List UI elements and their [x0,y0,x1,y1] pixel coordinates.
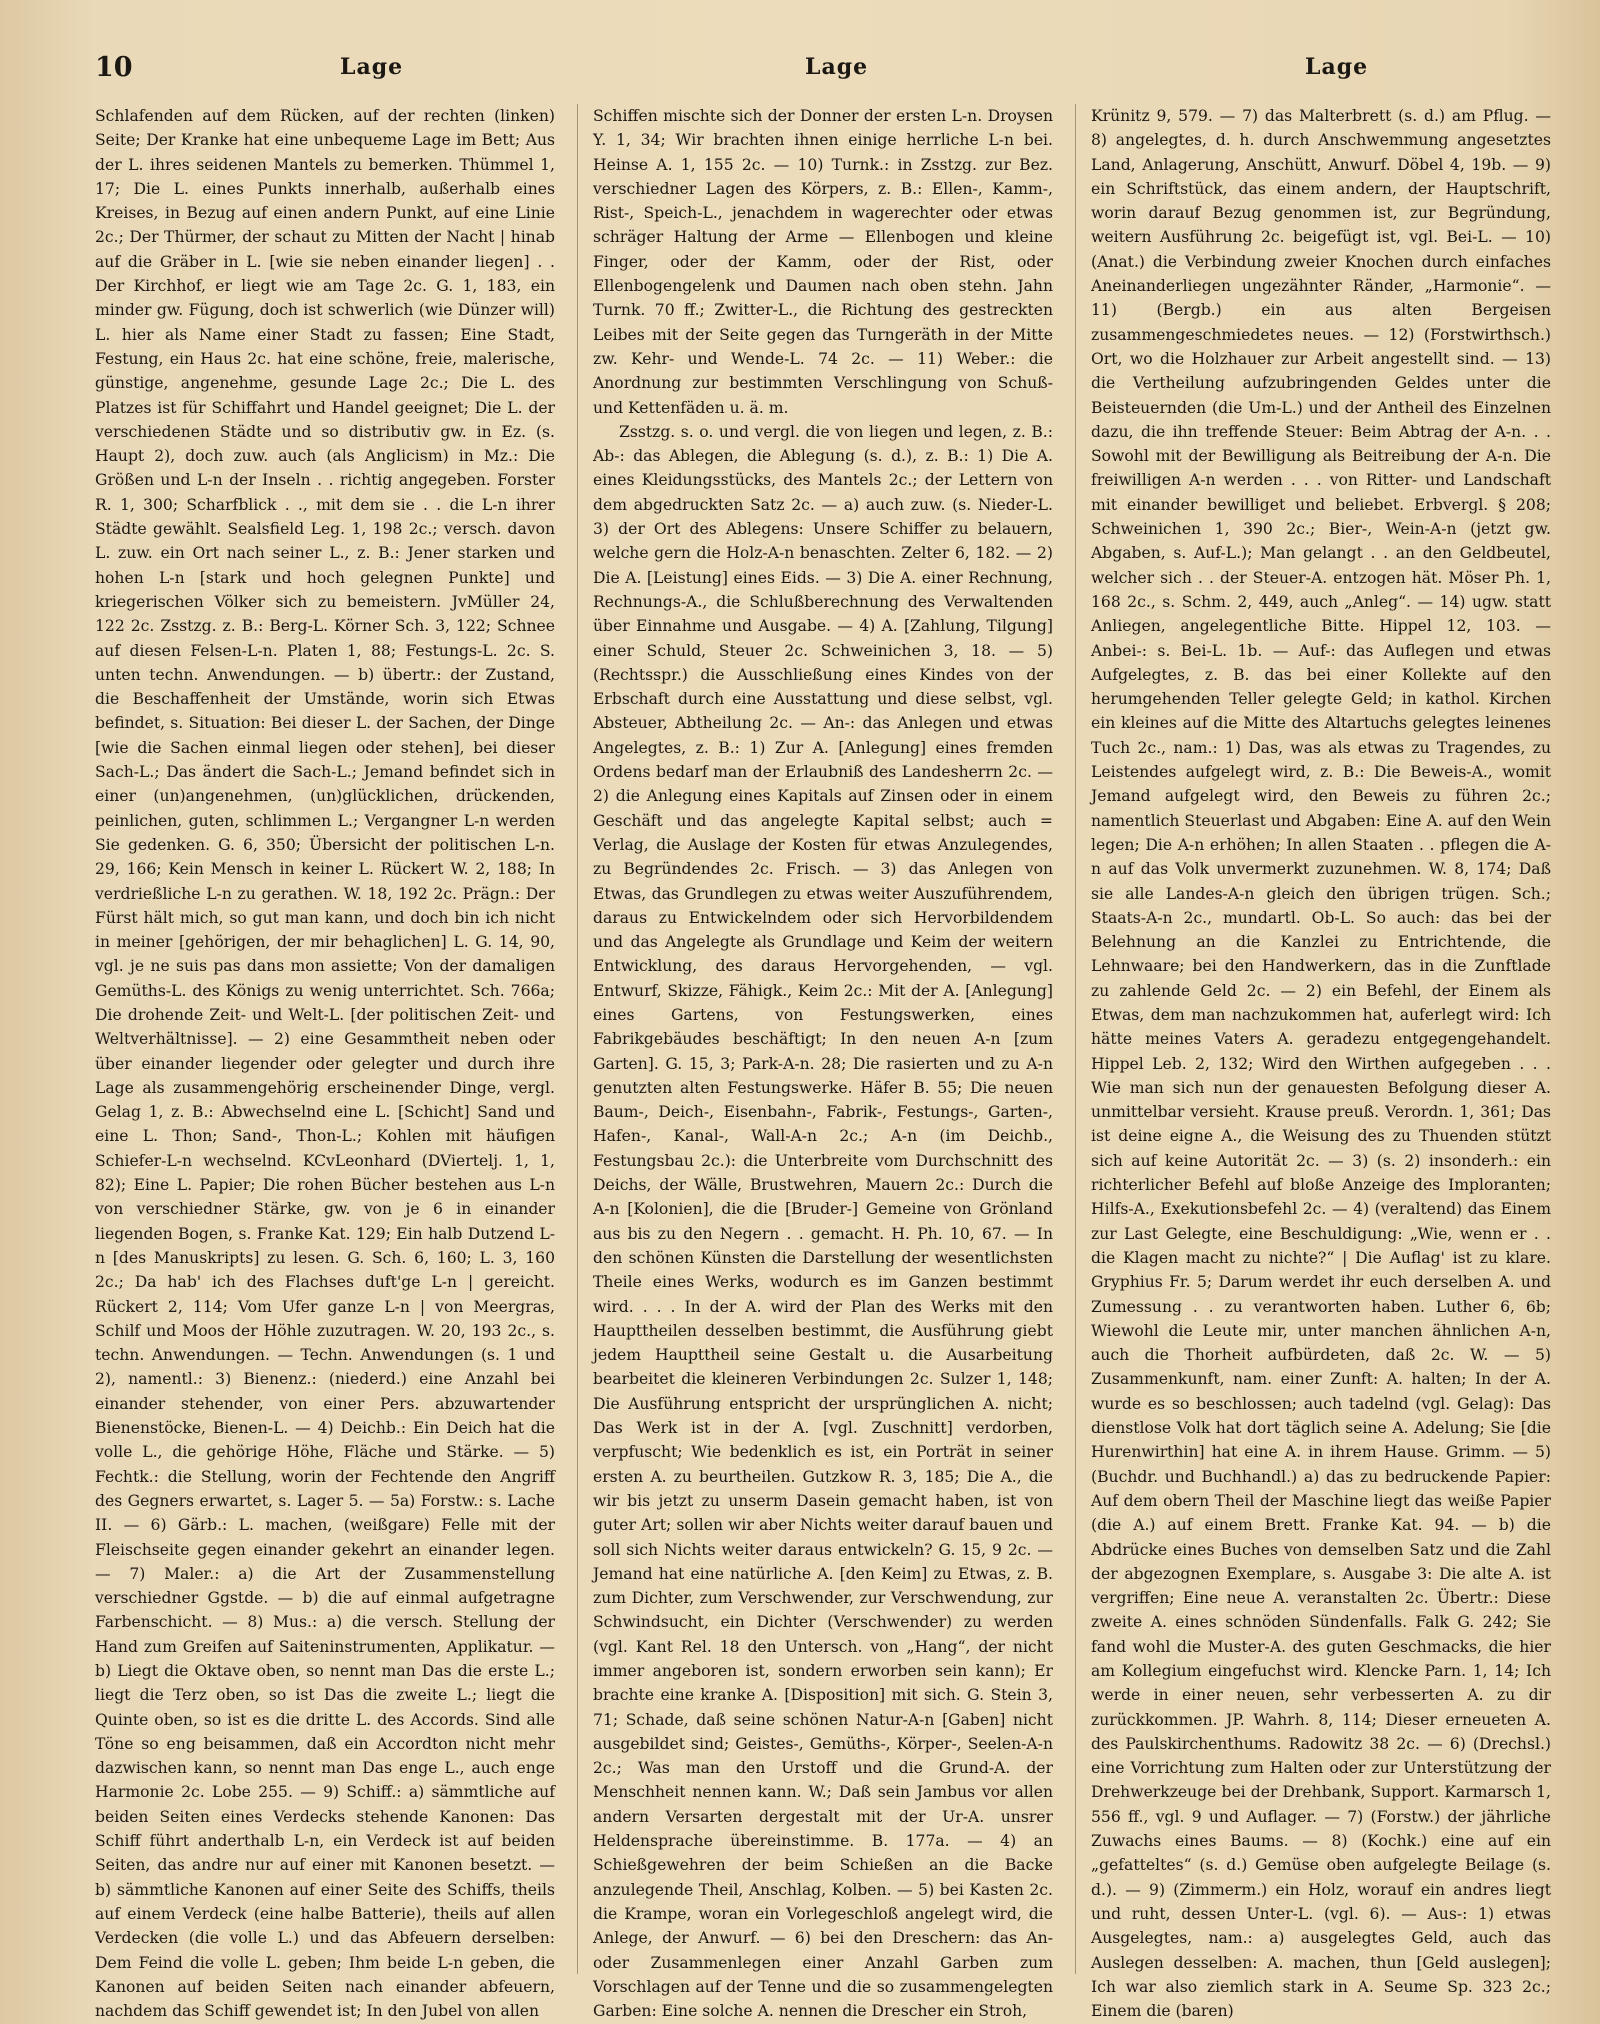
text-column-middle [593,104,1053,2021]
text-column-right [1091,104,1551,2021]
entry-paragraph: Schiffen mischte sich der Donner der ersten L-n. Droysen Y. 1, 34; Wir brachten ihnen einige herrliche L-n bei. Heinse A. 1, 155 2c. — 10) Turnk.: in Zsstzg. zur Bez. verschiedner Lagen des Körpers, z. B.: Ellen-, Kamm-, Rist-, Speich-L., jenachdem in wagerechter oder etwas schräger Haltung der Arme — Ellenbogen und kleine Finger, oder der Kamm, oder der Rist, oder Ellenbogengelenk und Daumen nach oben stehn. Jahn Turnk. 70 ff.; Zwitter-L., die Richtung des gestreckten Leibes mit der Seite gegen das Turngeräth in der Mitte zw. Kehr- und Wende-L. 74 2c. — 11) Weber.: die Anordnung zur bestimmten Verschlingung von Schuß- und Kettenfäden u. ä. m. [593,107,1053,417]
running-headword-center: Lage [805,54,869,80]
entry-paragraph: Krünitz 9, 579. — 7) das Malterbrett (s. d.) am Pflug. — 8) angelegtes, d. h. durch Anschwemmung angesetztes Land, Anlagerung, Anschütt, Anwurf. Döbel 4, 19b. — 9) ein Schriftstück, das einem andern, der Hauptschrift, worin darauf Bezug genommen ist, zur Begründung, weitern Ausführung 2c. beigefügt ist, vgl. Bei-L. — 10) (Anat.) die Verbindung zweier Knochen durch einfaches Aneinanderliegen ungezähnter Ränder, „Harmonie“. — 11) (Bergb.) ein aus alten Bergeisen zusammengeschmiedetes neues. — 12) (Forstwirthsch.) Ort, wo die Holzhauer zur Arbeit angestellt sind. — 13) die Vertheilung aufzubringenden Geldes unter die Beisteuernden (die Um-L.) und der Antheil des Einzelnen dazu, die ihn treffende Steuer: Beim Abtrag der A-n. . . Sowohl mit der Bewilligung als Beitreibung der A-n. Die freiwilligen A-n werden . . . von Ritter- und Landschaft mit einander bewilliget und beliebet. Erbvergl. § 208; Schweinichen 1, 390 2c.; Bier-, Wein-A-n (jetzt gw. Abgaben, s. Auf-L.); Man gelangt . . an den Geldbeutel, welcher sich . . der Steuer-A. entzogen hät. Möser Ph. 1, 168 2c., s. Schm. 2, 449, auch „Anleg“. — 14) ugw. statt Anliegen, angelegentliche Bitte. Hippel 12, 103. — Anbei-: s. Bei-L. 1b. — Auf-: das Auflegen und etwas Aufgelegtes, z. B. das bei einer Kollekte auf den herumgehenden Teller gelegte Geld; in kathol. Kirchen ein kleines auf die Mitte des Altartuchs gelegtes leinenes Tuch 2c., nam.: 1) Das, was als etwas zu Tragendes, zu Leistendes aufgelegt wird, z. B.: Die Beweis-A., womit Jemand aufgelegt wird, den Beweis zu führen 2c.; namentlich Steuerlast und Abgaben: Eine A. auf den Wein legen; Die A-n erhöhen; In allen Staaten . . pflegen die A-n auf das Volk unvermerkt zuzunehmen. W. 8, 174; Daß sie alle Landes-A-n gleich den übrigen trügen. Sch.; Staats-A-n 2c., mundartl. Ob-L. So auch: das bei der Belehnung an die Kanzlei zu Entrichtende, die Lehnwaare; bei den Handwerkern, das in die Zunftlade zu zahlende Geld 2c. — 2) ein Befehl, der Einem als Etwas, dem man nachzukommen hat, auferlegt wird: Ich hätte meines Vaters A. geradezu entgegengehandelt. Hippel Leb. 2, 132; Wird den Wirthen aufgegeben . . . Wie man sich nun der genauesten Befolgung dieser A. unmittelbar versieht. Krause preuß. Verordn. 1, 361; Das ist deine eigne A., die Weisung des zu Thuenden stützt sich auf keine Autorität 2c. — 3) (s. 2) insonderh.: ein richterlicher Befehl auf bloße Anzeige des Imploranten; Hilfs-A., Exekutionsbefehl 2c. — 4) (veraltend) das Einem zur Last Gelegte, eine Beschuldigung: „Wie, wenn er . . die Klagen macht zu nichte?“ | Die Auflag' ist zu klare. Gryphius Fr. 5; Darum werdet ihr euch derselben A. und Zumessung . . zu verantworten haben. Luther 6, 6b; Wiewohl die Leute mir, unter manchen ähnlichen A-n, auch die Thorheit aufbürdeten, daß 2c. W. — 5) Zusammenkunft, nam. einer Zunft: A. halten; In der A. wurde es so beschlossen; auch tadelnd (vgl. Gelag): Das dienstlose Volk hat dort täglich seine A. Adelung; Sie [die Hurenwirthin] hat eine A. in ihrem Hause. Grimm. — 5) (Buchdr. und Buchhandl.) a) das zu bedruckende Papier: Auf dem obern Theil der Maschine liegt das weiße Papier (die A.) auf einem Brett. Franke Kat. 94. — b) die Abdrücke eines Buches von demselben Satz und die Zahl der abgezognen Exemplare, s. Ausgabe 3: Die alte A. ist vergriffen; Eine neue A. veranstalten 2c. Übertr.: Diese zweite A. eines schnöden Sündenfalls. Falk G. 242; Sie fand wohl die Muster-A. des guten Geschmacks, die hier am Kollegium eingefuchst wird. Klencke Parn. 1, 14; Ich werde in einer neuen, sehr verbesserten A. zu dir zurückkommen. JP. Wahrh. 8, 114; Dieser erneueten A. des Paulskirchenthums. Radowitz 38 2c. — 6) (Drechsl.) eine Vorrichtung zum Halten oder zur Unterstützung der Drehwerkzeuge bei der Drehbank, Support. Karmarsch 1, 556 ff., vgl. 9 und Auflager. — 7) (Forstw.) der jährliche Zuwachs eines Baums. — 8) (Kochk.) eine auf ein „gefatteltes“ (s. d.) Gemüse oben aufgelegte Beilage (s. d.). — 9) (Zimmerm.) ein Holz, worauf ein andres liegt und ruht, dessen Unter-L. (vgl. 6). — Aus-: 1) etwas Ausgelegtes, nam.: a) ausgelegtes Geld, auch das Auslegen desselben: A. machen, thun [Geld auslegen]; Ich war also ziemlich stark in A. Seume Sp. 323 2c.; Einem die (baren) [1091,107,1551,2021]
page-header [95,52,1553,92]
entry-paragraph: Schlafenden auf dem Rücken, auf der rechten (linken) Seite; Der Kranke hat eine unbequeme Lage im Bett; Aus der L. ihres seidenen Mantels zu bemerken. Thümmel 1, 17; Die L. eines Punkts innerhalb, außerhalb eines Kreises, in Bezug auf einen andern Punkt, auf eine Linie 2c.; Der Thürmer, der schaut zu Mitten der Nacht | hinab auf die Gräber in L. [wie sie neben einander liegen] . . Der Kirchhof, er liegt wie am Tage 2c. G. 1, 183, ein minder gw. Fügung, doch ist schwerlich (wie Dünzer will) L. hier als Name einer Stadt zu fassen; Eine Stadt, Festung, ein Haus 2c. hat eine schöne, freie, malerische, günstige, angenehme, gesunde Lage 2c.; Die L. des Platzes ist für Schiffahrt und Handel geeignet; Die L. der verschiedenen Städte und so distributiv gw. in Ez. (s. Haupt 2), doch zuw. auch (als Anglicism) in Mz.: Die Größen und L-n der Inseln . . richtig angegeben. Forster R. 1, 300; Scharfblick . ., mit dem sie . . die L-n ihrer Städte gewählt. Sealsfield Leg. 1, 198 2c.; versch. davon L. zuw. ein Ort nach seiner L., z. B.: Jener starken und hohen L-n [stark und hoch gelegnen Punkte] und kriegerischen Völker sich zu bemeistern. JvMüller 24, 122 2c. Zsstzg. z. B.: Berg-L. Körner Sch. 3, 122; Schnee auf diesen Felsen-L-n. Platen 1, 88; Festungs-L. 2c. S. unten techn. Anwendungen. — b) übertr.: der Zustand, die Beschaffenheit der Umstände, worin sich Etwas befindet, s. Situation: Bei dieser L. der Sachen, der Dinge [wie die Sachen einmal liegen oder stehen], bei dieser Sach-L.; Das ändert die Sach-L.; Jemand befindet sich in einer (un)angenehmen, (un)glücklichen, drückenden, peinlichen, guten, schlimmen L.; Vergangner L-n werden Sie gedenken. G. 6, 350; Übersicht der politischen L-n. 29, 166; Kein Mensch in keiner L. Rückert W. 2, 188; In verdrießliche L-n zu gerathen. W. 18, 192 2c. Prägn.: Der Fürst hält mich, so gut man kann, und doch bin ich nicht in meiner [gehörigen, der mir behaglichen] L. G. 14, 90, vgl. je ne suis pas dans mon assiette; Von der damaligen Gemüths-L. des Königs zu wenig unterrichtet. Sch. 766a; Die drohende Zeit- und Welt-L. [der politischen Zeit- und Weltverhältnisse]. — 2) eine Gesammtheit neben oder über einander liegender oder gelegter und durch ihre Lage als zusammengehörig erscheinender Dinge, vergl. Gelag 1, z. B.: Abwechselnd eine L. [Schicht] Sand und eine L. Thon; Sand-, Thon-L.; Kohlen mit häufigen Schiefer-L-n wechselnd. KCvLeonhard (DViertelj. 1, 1, 82); Eine L. Papier; Die rohen Bücher bestehen aus L-n von verschiedner Stärke, gw. von je 6 in einander liegenden Bogen, s. Franke Kat. 129; Ein halb Dutzend L-n [des Manuskripts] zu lesen. G. Sch. 6, 160; L. 3, 160 2c.; Da hab' ich des Flachses duft'ge L-n | gereicht. Rückert 2, 114; Vom Ufer ganze L-n | von Meergras, Schilf und Moos der Höhle zuzutragen. W. 20, 193 2c., s. techn. Anwendungen. — Techn. Anwendungen (s. 1 und 2), namentl.: 3) Bienenz.: (niederd.) eine Anzahl bei einander stehender, von einer Pers. abzuwartender Bienenstöcke, Bienen-L. — 4) Deichb.: Ein Deich hat die volle L., die gehörige Höhe, Fläche und Stärke. — 5) Fechtk.: die Stellung, worin der Fechtende den Angriff des Gegners erwartet, s. Lager 5. — 5a) Forstw.: s. Lache II. — 6) Gärb.: L. machen, (weißgare) Felle mit der Fleischseite gegen einander gekehrt an einander legen. — 7) Maler.: a) die Art der Zusammenstellung verschiedner Ggstde. — b) die auf einmal aufgetragne Farbenschicht. — 8) Mus.: a) die versch. Stellung der Hand zum Greifen auf Saiteninstrumenten, Applikatur. — b) Liegt die Oktave oben, so nennt man Das die erste L.; liegt die Terz oben, so ist Das die zweite L.; liegt die Quinte oben, so ist es die dritte L. des Accords. Sind alle Töne so eng beisammen, daß ein Accordton nicht mehr dazwischen kann, so nennt man Das enge L., auch enge Harmonie 2c. Lobe 255. — 9) Schiff.: a) sämmtliche auf beiden Seiten eines Verdecks stehende Kanonen: Das Schiff führt anderthalb L-n, ein Verdeck ist auf beiden Seiten, das andre nur auf einer mit Kanonen besetzt. — b) sämmtliche Kanonen auf einer Seite des Schiffs, theils auf einem Verdeck (eine halbe Batterie), theils auf allen Verdecken (die volle L.) und das Abfeuern derselben: Dem Feind die volle L. geben; Ihm beide L-n geben, die Kanonen auf beiden Seiten nach einander abfeuern, nachdem das Schiff gewendet ist; In den Jubel von allen [95,107,555,2021]
running-headword-left: Lage [340,54,404,80]
page-number: 10 [95,52,133,83]
running-headword-right: Lage [1305,54,1369,80]
text-columns [95,104,1553,2021]
entry-paragraph: Zsstzg. s. o. und vergl. die von liegen und legen, z. B.: Ab-: das Ablegen, die Ablegung (s. d.), z. B.: 1) Die A. eines Kleidungsstücks, des Mantels 2c.; der Lettern von dem abgedruckten Satz 2c. — a) auch zuw. (s. Nieder-L. 3) der Ort des Ablegens: Unsere Schiffer zu belauern, welche gern die Holz-A-n benaschten. Zelter 6, 182. — 2) Die A. [Leistung] eines Eids. — 3) Die A. einer Rechnung, Rechnungs-A., die Schlußberechnung des Verwaltenden über Einnahme und Ausgabe. — 4) A. [Zahlung, Tilgung] einer Schuld, Steuer 2c. Schweinichen 3, 18. — 5) (Rechtsspr.) die Ausschließung eines Kindes von der Erbschaft durch eine Ausstattung und diese selbst, vgl. Absteuer, Abtheilung 2c. — An-: das Anlegen und etwas Angelegtes, z. B.: 1) Zur A. [Anlegung] eines fremden Ordens bedarf man der Erlaubniß des Landesherrn 2c. — 2) die Anlegung eines Kapitals auf Zinsen oder in einem Geschäft und das angelegte Kapital selbst; auch = Verlag, die Auslage der Kosten für etwas Anzulegendes, zu Begründendes 2c. Frisch. — 3) das Anlegen von Etwas, das Grundlegen zu etwas weiter Auszuführendem, daraus zu Entwickelndem oder sich Hervorbildendem und das Angelegte als Grundlage und Keim der weitern Entwicklung, des daraus Hervorgehenden, — vgl. Entwurf, Skizze, Fähigk., Keim 2c.: Mit der A. [Anlegung] eines Gartens, von Festungswerken, eines Fabrikgebäudes beschäftigt; In den neuen A-n [zum Garten]. G. 15, 3; Park-A-n. 28; Die rasierten und zu A-n genutzten alten Festungswerke. Häfer B. 55; Die neuen Baum-, Deich-, Eisenbahn-, Fabrik-, Festungs-, Garten-, Hafen-, Kanal-, Wall-A-n 2c.; A-n (im Deichb., Festungsbau 2c.): die Unterbreite vom Durchschnitt des Deichs, der Wälle, Brustwehren, Mauern 2c.: Durch die A-n [Kolonien], die die [Bruder-] Gemeine von Grönland aus bis zu den Negern . . gemacht. H. Ph. 10, 67. — In den schönen Künsten die Darstellung der wesentlichsten Theile eines Werks, wodurch es im Ganzen bestimmt wird. . . . In der A. wird der Plan des Werks mit den Haupttheilen desselben bestimmt, die Ausführung giebt jedem Haupttheil seine Gestalt u. die Ausarbeitung bearbeitet die kleineren Verbindungen 2c. Sulzer 1, 148; Die Ausführung entspricht der ursprünglichen A. nicht; Das Werk ist in der A. [vgl. Zuschnitt] verdorben, verpfuscht; Wie bedenklich es ist, ein Porträt in seiner ersten A. zu beurtheilen. Gutzkow R. 3, 185; Die A., die wir bis jetzt zu unserm Dasein gemacht haben, ist von guter Art; sollen wir aber Nichts weiter darauf bauen und soll sich Nichts weiter daraus entwickeln? G. 15, 9 2c. — Jemand hat eine natürliche A. [den Keim] zu Etwas, z. B. zum Dichter, zum Verschwender, zur Verschwendung, zur Schwindsucht, ein Dichter (Verschwender) zu werden (vgl. Kant Rel. 18 den Untersch. von „Hang“, der nicht immer angeboren ist, sondern erworben sein kann); Er brachte eine kranke A. [Disposition] mit sich. G. Stein 3, 71; Schade, daß seine schönen Natur-A-n [Gaben] nicht ausgebildet sind; Geistes-, Gemüths-, Körper-, Seelen-A-n 2c.; Was man den Urstoff und die Grund-A. der Menschheit nennen kann. W.; Daß sein Jambus vor allen andern Versarten dergestalt mit der Ur-A. unsrer Heldensprache übereinstimme. B. 177a. — 4) an Schießgewehren der beim Schießen an die Backe anzulegende Theil, Anschlag, Kolben. — 5) bei Kasten 2c. die Krampe, woran ein Vorlegeschloß angelegt wird, die Anlege, der Anwurf. — 6) bei den Dreschern: das An- oder Zusammenlegen einer Anzahl Garben zum Vorschlagen auf der Tenne und die so zusammengelegten Garben: Eine solche A. nennen die Drescher ein Stroh, [593,422,1053,2021]
text-column-left [95,104,555,2021]
